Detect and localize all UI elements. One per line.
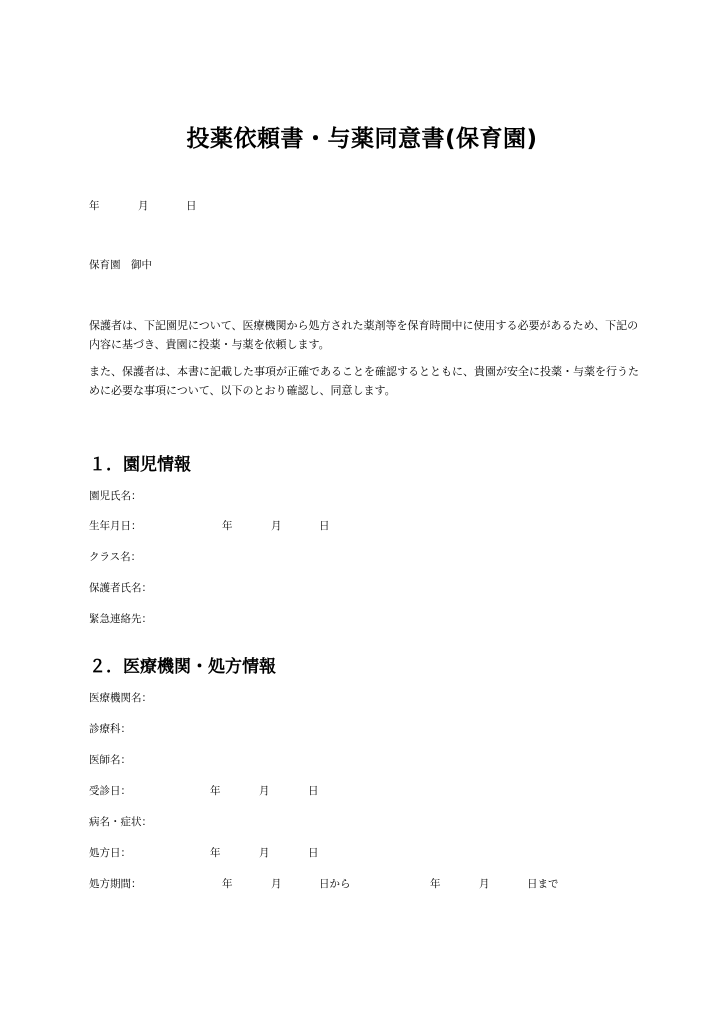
document-title: 投薬依頼書・与薬同意書(保育園) (186, 126, 538, 152)
birthdate-year-label: 年 (222, 520, 233, 532)
section2-heading: ２．医療機関・処方情報 (89, 657, 276, 677)
visit-month-label: 月 (259, 785, 270, 797)
institution-label: 医療機関名： (89, 692, 152, 704)
intro-paragraph-2: また、保護者は、本書に記載した事項が正確であることを確認するとともに、貴園が安全に投薬・与薬を行うために必要な事項について、以下のとおり確認し、同意します。 (89, 365, 639, 397)
department-label: 診療科： (89, 723, 131, 735)
birthdate-label: 生年月日： (89, 520, 142, 532)
visit-day-label: 日 (308, 785, 319, 797)
addressee: 保育園 御中 (89, 259, 152, 271)
period-from-day-label: 日から (319, 878, 351, 890)
emergency-contact-label: 緊急連絡先： (89, 613, 152, 625)
class-name-label: クラス名： (89, 551, 142, 563)
section1-heading: １．園児情報 (89, 455, 191, 475)
prescription-day-label: 日 (308, 847, 319, 859)
visit-year-label: 年 (210, 785, 221, 797)
prescription-month-label: 月 (259, 847, 270, 859)
period-to-month-label: 月 (479, 878, 490, 890)
prescription-year-label: 年 (210, 847, 221, 859)
date-year-label: 年 (89, 200, 100, 212)
visit-date-label: 受診日： (89, 785, 131, 797)
doctor-label: 医師名： (89, 754, 131, 766)
diagnosis-label: 病名・症状： (89, 816, 152, 828)
date-day-label: 日 (186, 200, 197, 212)
guardian-name-label: 保護者氏名： (89, 582, 152, 594)
period-from-month-label: 月 (271, 878, 282, 890)
intro-paragraph-1: 保護者は、下記園児について、医療機関から処方された薬剤等を保育時間中に使用する必要があるため、下記の内容に基づき、貴園に投薬・与薬を依頼します。 (89, 319, 639, 351)
prescription-period-label: 処方期間： (89, 878, 142, 890)
period-to-year-label: 年 (430, 878, 441, 890)
birthdate-day-label: 日 (319, 520, 330, 532)
child-name-label: 園児氏名： (89, 490, 142, 502)
date-month-label: 月 (138, 200, 149, 212)
birthdate-month-label: 月 (271, 520, 282, 532)
prescription-date-label: 処方日： (89, 847, 131, 859)
period-from-year-label: 年 (222, 878, 233, 890)
period-to-day-label: 日まで (527, 878, 559, 890)
